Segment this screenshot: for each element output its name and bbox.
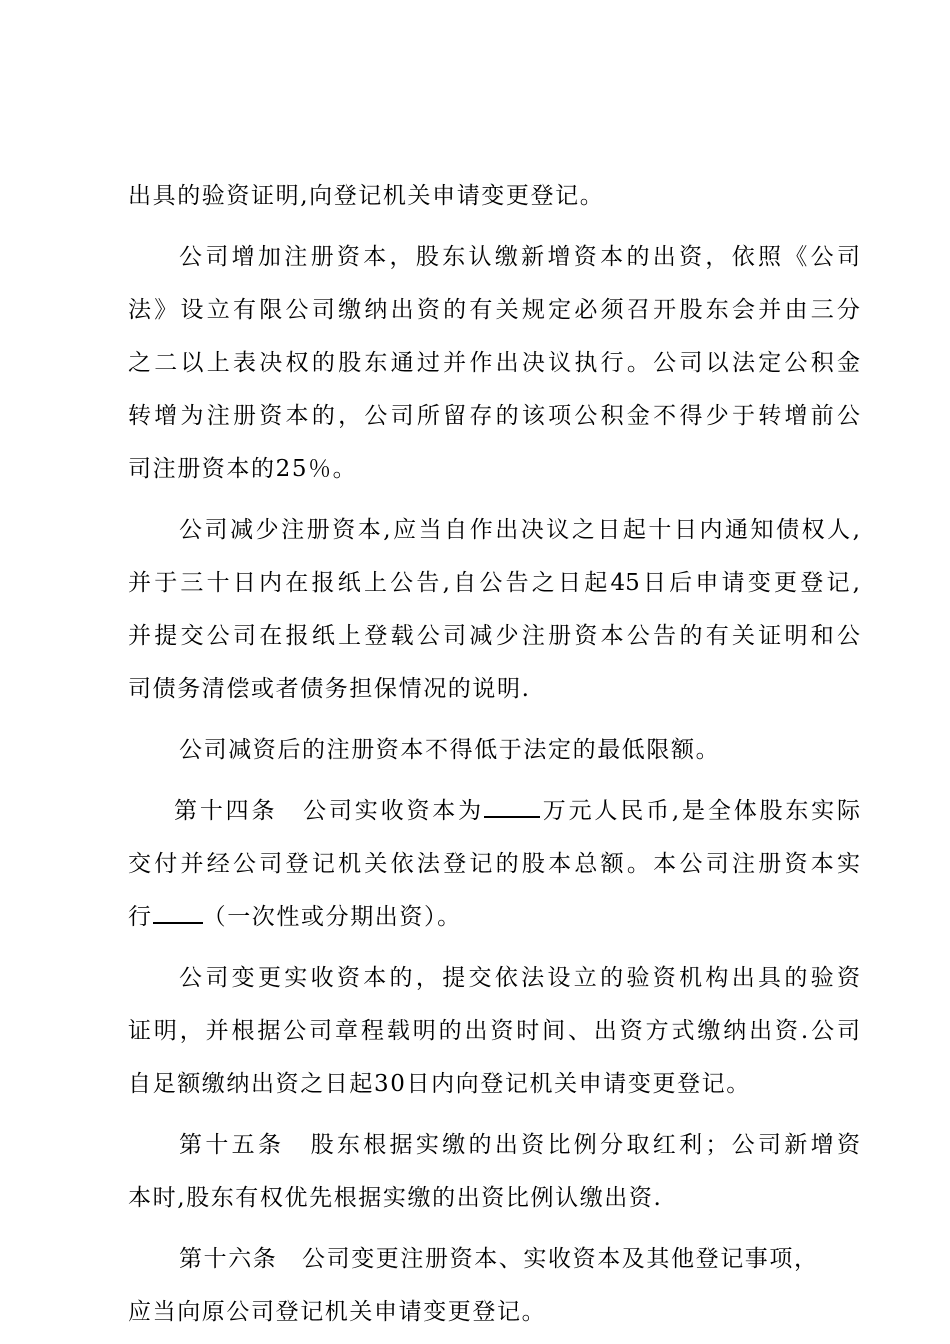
text-line: 交付并经公司登记机关依法登记的股本总额。本公司注册资本实	[128, 851, 860, 877]
article-14	[128, 785, 860, 944]
paragraph	[128, 724, 860, 777]
article-14-text: 万元人民币,是全体股东实际	[539, 798, 861, 824]
text-line: 出具的验资证明,向登记机关申请变更登记。	[128, 183, 605, 209]
text-line	[128, 785, 860, 838]
text-line: 公司变更实收资本的，提交依法设立的验资机构出具的验资	[179, 965, 860, 991]
fill-in-blank-amount[interactable]	[484, 786, 540, 818]
document-page	[128, 170, 860, 1339]
text-line: 法》设立有限公司缴纳出资的有关规定必须召开股东会并由三分	[128, 297, 860, 323]
article-14-text: 第十四条 公司实收资本为	[174, 798, 484, 824]
text-line: 司注册资本的25％。	[128, 456, 358, 482]
text-line: 自足额缴纳出资之日起30日内向登记机关申请变更登记。	[128, 1071, 751, 1097]
text-line: 并于三十日内在报纸上公告,自公告之日起45日后申请变更登记,	[128, 570, 860, 596]
paragraph	[128, 231, 860, 496]
text-line: 证明，并根据公司章程载明的出资时间、出资方式缴纳出资.公司	[128, 1018, 860, 1044]
text-line: 之二以上表决权的股东通过并作出决议执行。公司以法定公积金	[128, 350, 860, 376]
article-15	[128, 1119, 860, 1225]
text-line: 公司增加注册资本，股东认缴新增资本的出资，依照《公司	[179, 244, 860, 270]
text-line: 本时,股东有权优先根据实缴的出资比例认缴出资.	[128, 1185, 663, 1211]
paragraph	[128, 952, 860, 1111]
text-line: 公司减资后的注册资本不得低于法定的最低限额。	[179, 737, 721, 763]
text-line: 司债务清偿或者债务担保情况的说明.	[128, 676, 531, 702]
text-line	[128, 891, 860, 944]
fill-in-blank-method[interactable]	[153, 892, 203, 924]
paragraph	[128, 504, 860, 716]
paragraph	[128, 170, 860, 223]
text-line: 转增为注册资本的，公司所留存的该项公积金不得少于转增前公	[128, 403, 860, 429]
article-14-text: 行	[128, 904, 153, 930]
article-16	[128, 1233, 860, 1339]
text-line: 公司减少注册资本,应当自作出决议之日起十日内通知债权人,	[179, 517, 860, 543]
text-line: 第十五条 股东根据实缴的出资比例分取红利；公司新增资	[179, 1132, 860, 1158]
text-line: 并提交公司在报纸上登载公司减少注册资本公告的有关证明和公	[128, 623, 860, 649]
text-line: 第十六条 公司变更注册资本、实收资本及其他登记事项，	[179, 1246, 819, 1272]
text-line: 应当向原公司登记机关申请变更登记。	[128, 1299, 547, 1325]
article-14-text: （一次性或分期出资）。	[202, 904, 462, 930]
